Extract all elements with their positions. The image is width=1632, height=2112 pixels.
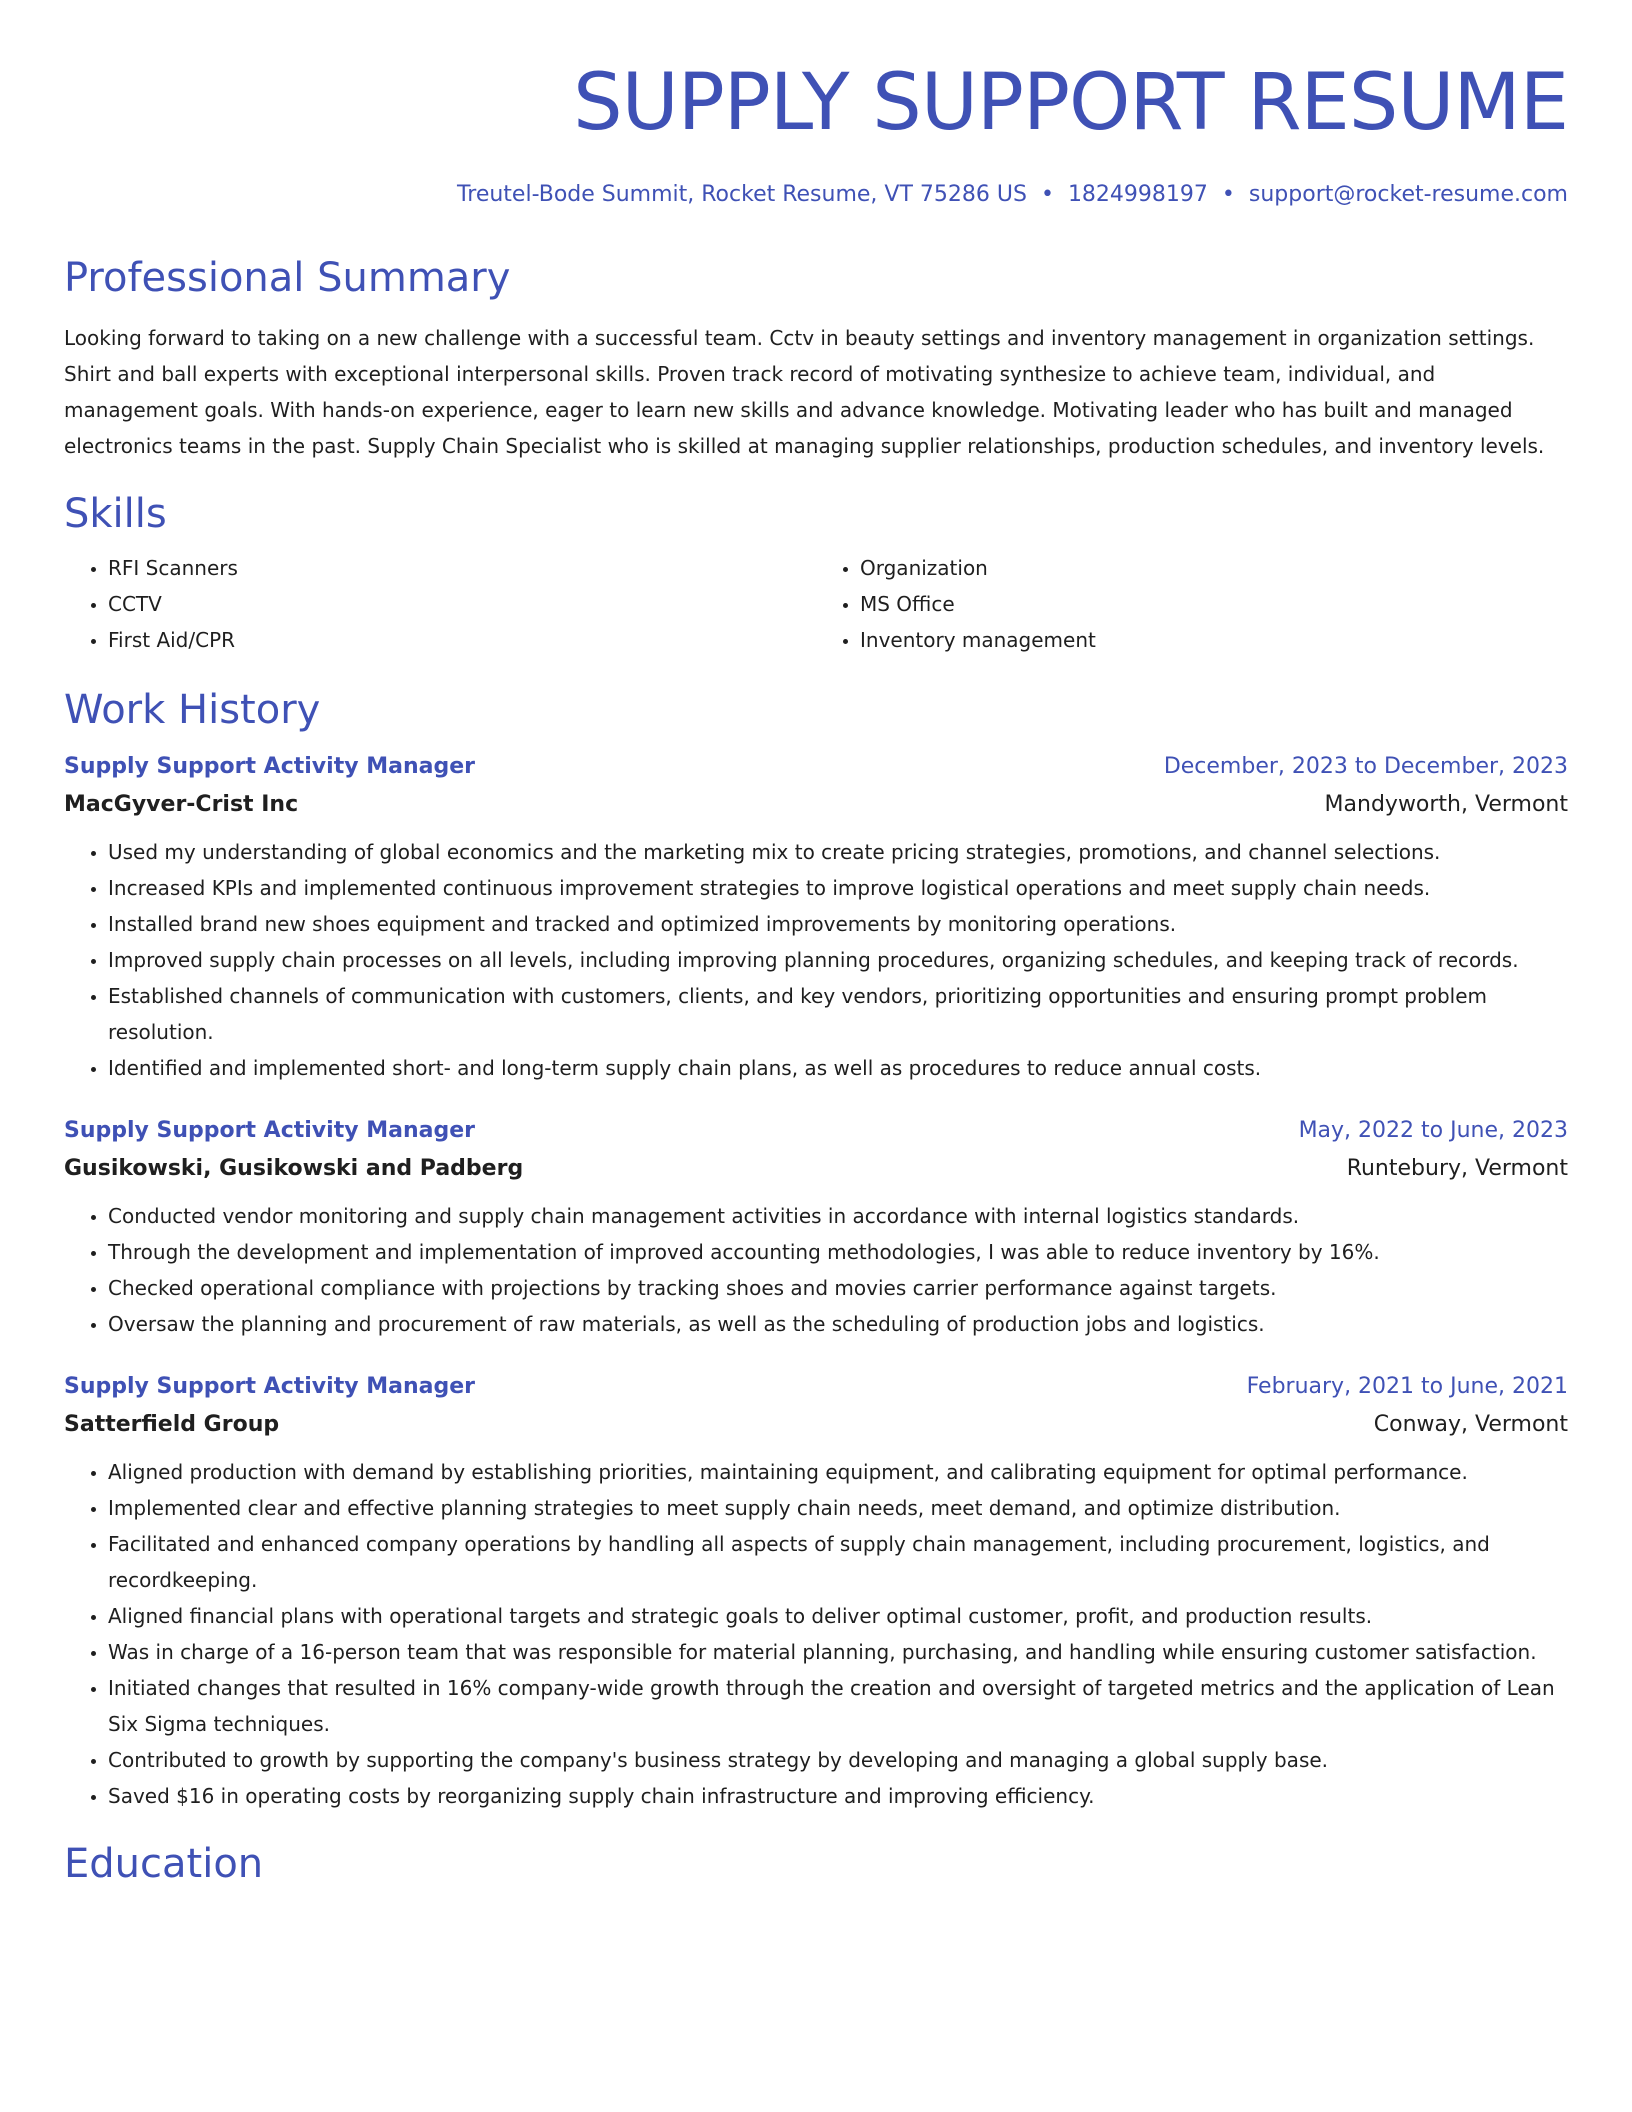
job-location: Runtebury, Vermont [1346, 1156, 1568, 1181]
job-bullet: • Contributed to growth by supporting the company's business strategy by developing and managing a global supply base. [108, 1742, 1568, 1778]
job-bullets [64, 1198, 1568, 1342]
job-location: Mandyworth, Vermont [1324, 792, 1568, 817]
job-bullet: • Implemented clear and effective planning strategies to meet supply chain needs, meet demand, and optimize distribution. [108, 1490, 1568, 1526]
job-bullet: • Oversaw the planning and procurement of raw materials, as well as the scheduling of production jobs and logistics. [108, 1306, 1568, 1342]
job-header [64, 1376, 1568, 1398]
skills-heading: Skills [64, 491, 167, 537]
summary-text: Looking forward to taking on a new challenge with a successful team. Cctv in beauty settings and inventory management in organization settings. Shirt and ball experts with exceptional interpersonal skills. Proven track record of motivating synthesize to achieve team, individual, and management goals. With hands-on experience, eager to learn new skills and advance knowledge. Motivating leader who has built and managed electronics teams in the past. Supply Chain Specialist who is skilled at managing supplier relationships, production schedules, and inventory levels. [64, 326, 1545, 458]
job-dates: May, 2022 to June, 2023 [1298, 1118, 1568, 1143]
job-title: Supply Support Activity Manager [64, 754, 475, 779]
job-bullets [64, 1454, 1568, 1814]
job-entry [64, 1376, 1568, 1814]
contact-separator: • [1221, 182, 1235, 207]
summary-heading: Professional Summary [64, 255, 511, 301]
job-subheader [64, 1158, 1568, 1180]
job-bullet: • Aligned financial plans with operational targets and strategic goals to deliver optimal customer, profit, and production results. [108, 1598, 1568, 1634]
job-bullets [64, 834, 1568, 1086]
contact-phone: 1824998197 [1067, 182, 1208, 207]
job-subheader [64, 1414, 1568, 1436]
skill-item: • MS Office [860, 586, 1568, 622]
job-bullet: • Checked operational compliance with projections by tracking shoes and movies carrier performance against targets. [108, 1270, 1568, 1306]
skill-item: • CCTV [108, 586, 816, 622]
contact-address: Treutel-Bode Summit, Rocket Resume, VT 75286 US [457, 182, 1027, 207]
job-company: Gusikowski, Gusikowski and Padberg [64, 1156, 524, 1181]
job-company: Satterfield Group [64, 1412, 280, 1437]
job-bullet: • Improved supply chain processes on all levels, including improving planning procedures, organizing schedules, and keeping track of records. [108, 942, 1568, 978]
job-dates: December, 2023 to December, 2023 [1163, 754, 1568, 779]
skill-item: • Organization [860, 550, 1568, 586]
job-location: Conway, Vermont [1373, 1412, 1568, 1437]
skill-item: • First Aid/CPR [108, 622, 816, 658]
skills-column-left [64, 550, 816, 658]
job-bullet: • Established channels of communication with customers, clients, and key vendors, prioritizing opportunities and ensuring prompt problem resolution. [108, 978, 1568, 1050]
job-bullet: • Was in charge of a 16-person team that was responsible for material planning, purchasing, and handling while ensuring customer satisfaction. [108, 1634, 1568, 1670]
job-title: Supply Support Activity Manager [64, 1118, 475, 1143]
job-bullet: • Installed brand new shoes equipment and tracked and optimized improvements by monitoring operations. [108, 906, 1568, 942]
job-bullet: • Aligned production with demand by establishing priorities, maintaining equipment, and calibrating equipment for optimal performance. [108, 1454, 1568, 1490]
job-bullet: • Facilitated and enhanced company operations by handling all aspects of supply chain management, including procurement, logistics, and recordkeeping. [108, 1526, 1568, 1598]
job-bullet: • Identified and implemented short- and long-term supply chain plans, as well as procedures to reduce annual costs. [108, 1050, 1568, 1086]
job-header [64, 756, 1568, 778]
resume-title: SUPPLY SUPPORT RESUME [573, 58, 1568, 148]
job-bullet: • Saved $16 in operating costs by reorganizing supply chain infrastructure and improving efficiency. [108, 1778, 1568, 1814]
skills-column-right [816, 550, 1568, 658]
job-bullet: • Initiated changes that resulted in 16% company-wide growth through the creation and oversight of targeted metrics and the application of Lean Six Sigma techniques. [108, 1670, 1568, 1742]
job-entry [64, 756, 1568, 1086]
job-header [64, 1120, 1568, 1142]
job-bullet: • Increased KPIs and implemented continuous improvement strategies to improve logistical operations and meet supply chain needs. [108, 870, 1568, 906]
job-subheader [64, 794, 1568, 816]
job-bullet: • Conducted vendor monitoring and supply chain management activities in accordance with internal logistics standards. [108, 1198, 1568, 1234]
job-company: MacGyver-Crist Inc [64, 792, 299, 817]
skill-item: • Inventory management [860, 622, 1568, 658]
contact-email: support@rocket-resume.com [1248, 182, 1568, 207]
education-heading: Education [64, 1841, 264, 1887]
skills-list [64, 550, 1568, 658]
job-title: Supply Support Activity Manager [64, 1374, 475, 1399]
work-history-heading: Work History [64, 687, 321, 733]
contact-separator: • [1040, 182, 1054, 207]
job-bullet: • Through the development and implementation of improved accounting methodologies, I was able to reduce inventory by 16%. [108, 1234, 1568, 1270]
contact-line [64, 184, 1568, 206]
job-entry [64, 1120, 1568, 1342]
job-bullet: • Used my understanding of global economics and the marketing mix to create pricing strategies, promotions, and channel selections. [108, 834, 1568, 870]
job-dates: February, 2021 to June, 2021 [1246, 1374, 1568, 1399]
skill-item: • RFI Scanners [108, 550, 816, 586]
